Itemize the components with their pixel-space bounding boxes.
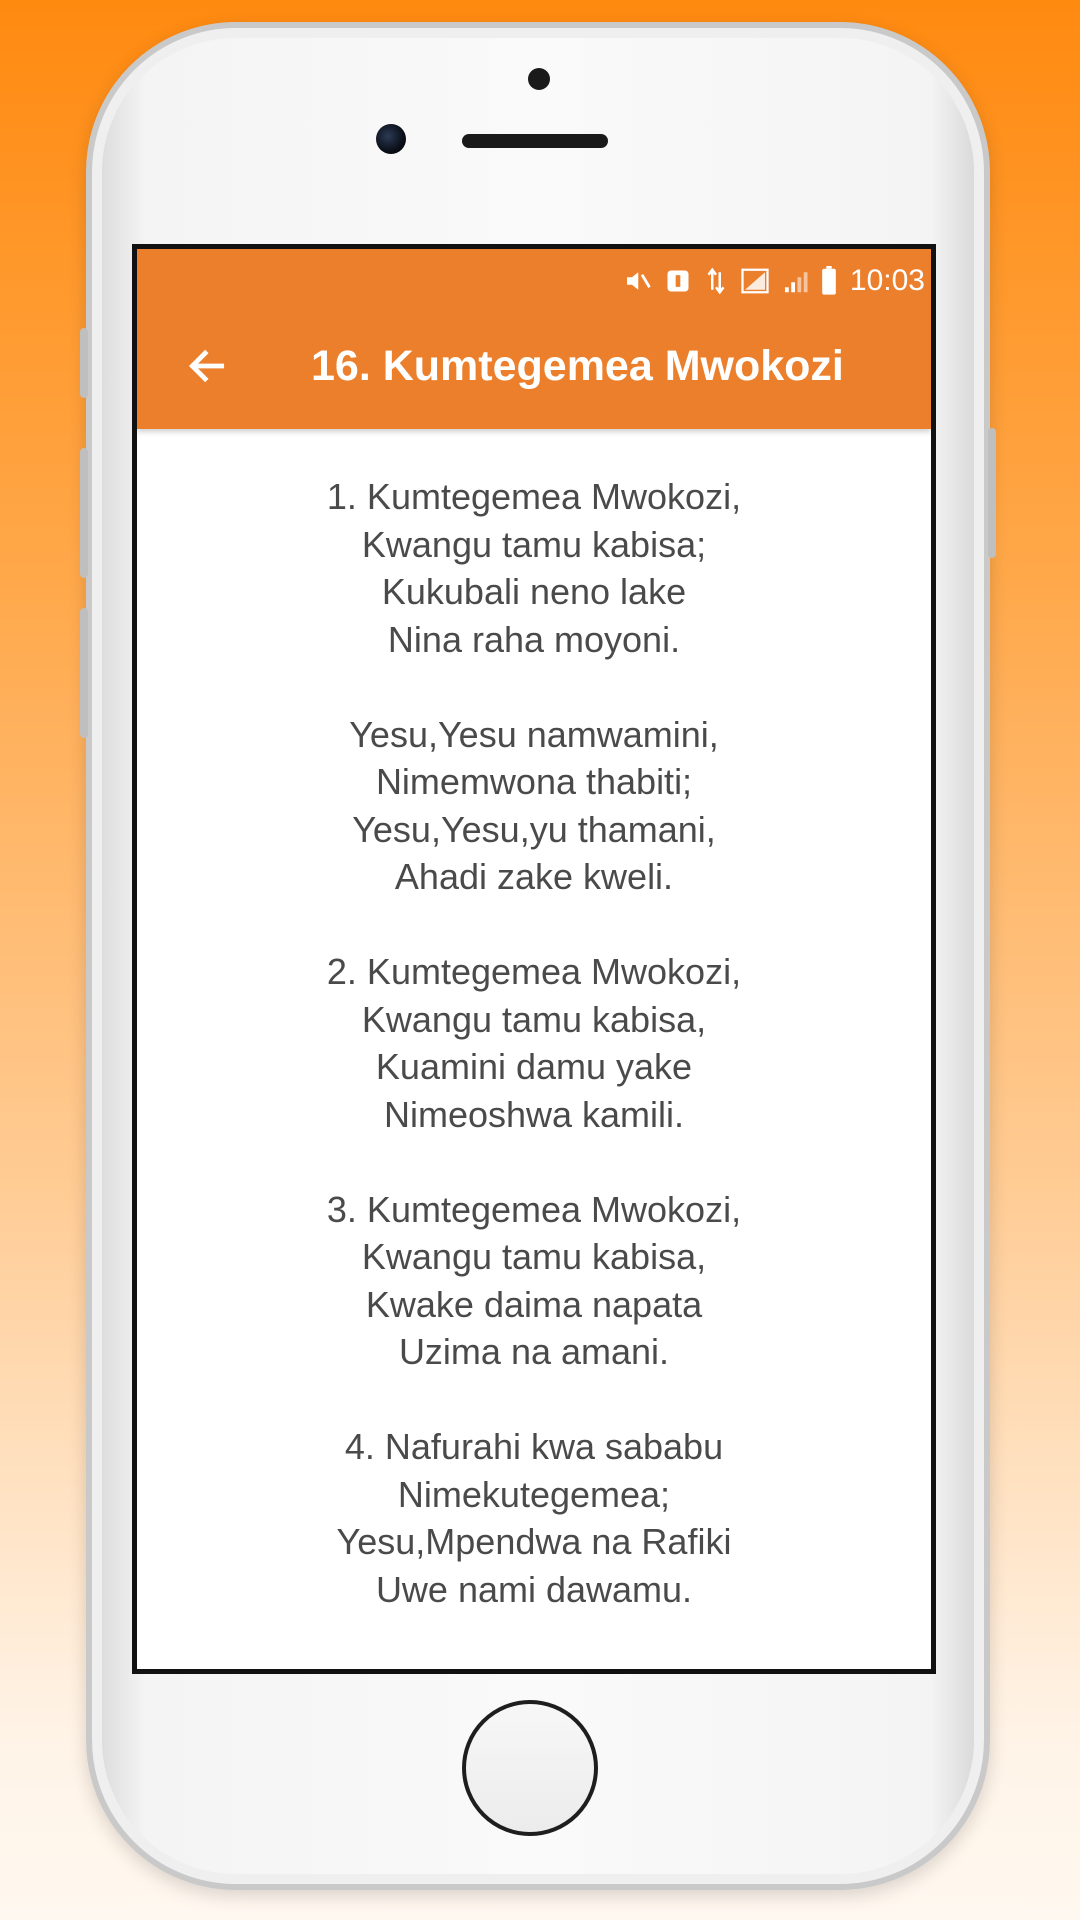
lyrics-scroll-area[interactable] <box>137 429 931 1669</box>
front-camera <box>376 124 406 154</box>
verse-line: Uwe nami dawamu. <box>375 1568 693 1610</box>
verse-line: 3. Kumtegemea Mwokozi, <box>326 1188 742 1230</box>
notification-icon <box>664 267 692 295</box>
verse-line: Ahadi zake kweli. <box>394 856 674 897</box>
arrow-left-icon <box>185 344 229 388</box>
verse <box>137 1423 931 1613</box>
verse-line: Nimeoshwa kamili. <box>383 1093 685 1135</box>
verse-line: Uzima na amani. <box>398 1331 670 1372</box>
verse-line: Nimekutegemea; <box>397 1473 671 1515</box>
verse-line: Nimemwona thabiti; <box>375 761 693 802</box>
verse-line: Kuamini damu yake <box>375 1046 693 1087</box>
verse-line: Yesu,Yesu namwamini, <box>349 713 719 755</box>
verse-line: Kwake daima napata <box>365 1283 703 1325</box>
app-bar <box>137 249 931 429</box>
verse-line: Kwangu tamu kabisa, <box>361 998 707 1040</box>
verse <box>137 948 931 1138</box>
toolbar <box>137 311 931 421</box>
chorus <box>137 711 931 901</box>
verse-line: Yesu,Yesu,yu thamani, <box>352 808 716 850</box>
verse-line: 2. Kumtegemea Mwokozi, <box>326 951 742 992</box>
status-time: 10:03 <box>849 264 925 297</box>
verse <box>137 473 931 663</box>
phone-side-button <box>80 328 88 398</box>
signal-icon <box>740 266 770 296</box>
phone-screen <box>132 244 936 1674</box>
proximity-sensor <box>528 68 550 90</box>
verse-line: Kukubali neno lake <box>381 571 687 612</box>
battery-icon <box>820 266 838 296</box>
verse <box>137 1186 931 1376</box>
verse-line: Kwangu tamu kabisa; <box>361 523 707 565</box>
lyrics-text <box>137 429 931 1613</box>
verse-line: 1. Kumtegemea Mwokozi, <box>326 476 742 517</box>
phone-side-button <box>988 428 996 558</box>
back-button[interactable] <box>155 316 259 416</box>
home-button[interactable] <box>462 1700 598 1836</box>
verse-line: Kwangu tamu kabisa, <box>361 1236 707 1277</box>
verse-line: 4. Nafurahi kwa sababu <box>344 1426 724 1467</box>
phone-side-button <box>80 448 88 578</box>
status-bar <box>622 261 925 301</box>
mute-icon <box>622 266 652 296</box>
phone-side-button <box>80 608 88 738</box>
data-icon <box>704 266 728 296</box>
earpiece-speaker <box>462 134 608 148</box>
verse-line: Yesu,Mpendwa na Rafiki <box>336 1521 732 1562</box>
verse-line: Nina raha moyoni. <box>387 618 681 660</box>
signal-icon <box>782 266 808 296</box>
page-title: 16. Kumtegemea Mwokozi <box>311 341 844 390</box>
